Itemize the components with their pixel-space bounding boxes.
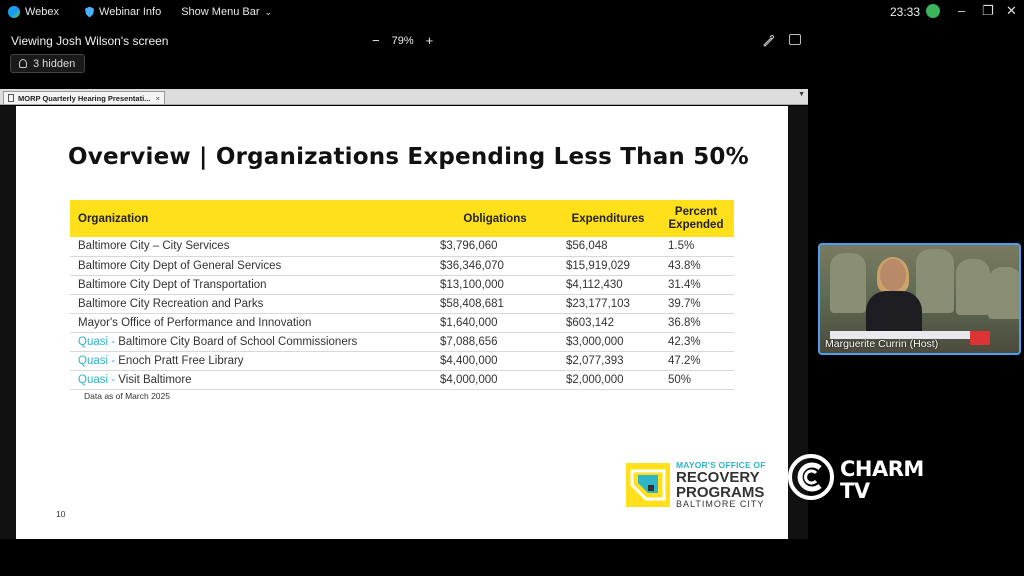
shield-icon xyxy=(85,7,94,18)
webex-app-label[interactable] xyxy=(8,6,59,18)
charm-tv-logo-icon xyxy=(786,452,836,502)
hidden-participants-button[interactable] xyxy=(10,54,85,73)
org-cell xyxy=(70,237,432,256)
annotate-icon[interactable] xyxy=(762,34,774,45)
quasi-prefix: Quasi - xyxy=(78,335,119,348)
logo-line2: RECOVERY xyxy=(676,468,760,486)
quasi-prefix: Quasi - xyxy=(78,354,119,367)
percent-cell: 36.8% xyxy=(658,313,734,332)
obligations-cell: $1,640,000 xyxy=(432,313,558,332)
expenditures-cell: $2,000,000 xyxy=(558,370,658,389)
zoom-level: 79% xyxy=(391,34,414,47)
percent-cell: 39.7% xyxy=(658,294,734,313)
network-status-icon[interactable] xyxy=(926,4,940,18)
expenditures-cell: $3,000,000 xyxy=(558,332,658,351)
participant-name: Marguerite Currin (Host) xyxy=(825,338,939,350)
table-row xyxy=(70,256,734,275)
chevron-down-icon[interactable]: ▼ xyxy=(798,91,805,98)
table-row xyxy=(70,332,734,351)
org-cell xyxy=(70,256,432,275)
minimize-icon[interactable]: – xyxy=(958,3,966,18)
logo-line1: MAYOR'S OFFICE OF xyxy=(676,460,766,470)
document-tab-title: MORP Quarterly Hearing Presentati... xyxy=(18,93,151,103)
obligations-cell: $13,100,000 xyxy=(432,275,558,294)
expenditures-cell: $23,177,103 xyxy=(558,294,658,313)
expenditures-cell: $56,048 xyxy=(558,237,658,256)
org-name: Baltimore City Dept of General Services xyxy=(78,259,282,272)
org-cell xyxy=(70,370,432,389)
webinar-info-label: Webinar Info xyxy=(99,6,162,18)
webex-logo-icon xyxy=(8,6,20,18)
header-percent-expended xyxy=(658,200,734,237)
org-cell xyxy=(70,351,432,370)
zoom-out-button[interactable]: − xyxy=(372,33,380,48)
slide-title: Overview | Organizations Expending Less Than 50% xyxy=(68,144,749,170)
org-cell xyxy=(70,332,432,351)
close-icon[interactable]: ✕ xyxy=(1006,3,1017,18)
morp-logo-icon xyxy=(624,461,672,509)
obligations-cell: $3,796,060 xyxy=(432,237,558,256)
video-chair xyxy=(830,253,866,313)
quasi-prefix: Quasi - xyxy=(78,373,119,386)
org-name: Enoch Pratt Free Library xyxy=(118,354,244,367)
percent-cell: 47.2% xyxy=(658,351,734,370)
participant-figure xyxy=(866,257,922,337)
header-obligations: Obligations xyxy=(432,200,558,237)
table-row xyxy=(70,237,734,256)
logo-line4: BALTIMORE CITY xyxy=(676,498,765,509)
org-cell xyxy=(70,294,432,313)
org-name: Baltimore City Board of School Commissioners xyxy=(118,335,358,348)
restore-icon[interactable]: ❐ xyxy=(982,3,994,18)
participant-head xyxy=(880,259,906,291)
percent-cell: 31.4% xyxy=(658,275,734,294)
zoom-in-button[interactable]: + xyxy=(425,33,434,48)
app-name: Webex xyxy=(25,6,60,18)
charm-tv-watermark xyxy=(840,458,924,502)
video-chair xyxy=(956,259,990,315)
organizations-table xyxy=(70,200,734,390)
top-bar xyxy=(0,0,1024,24)
org-name: Baltimore City Recreation and Parks xyxy=(78,297,264,310)
expenditures-cell: $15,919,029 xyxy=(558,256,658,275)
slide-left-margin xyxy=(0,106,16,539)
table-row xyxy=(70,313,734,332)
logo-line3: PROGRAMS xyxy=(676,483,765,501)
document-tab[interactable] xyxy=(3,91,165,104)
table-row xyxy=(70,275,734,294)
obligations-cell: $36,346,070 xyxy=(432,256,558,275)
percent-cell: 1.5% xyxy=(658,237,734,256)
obligations-cell: $4,400,000 xyxy=(432,351,558,370)
viewing-title: Viewing Josh Wilson's screen xyxy=(11,34,169,48)
table-header-row xyxy=(70,200,734,237)
show-menu-bar-label: Show Menu Bar xyxy=(181,6,260,18)
org-cell xyxy=(70,313,432,332)
zoom-controls xyxy=(372,33,433,48)
header-organization: Organization xyxy=(70,200,432,237)
participant-video-tile[interactable] xyxy=(818,243,1021,355)
header-expenditures: Expenditures xyxy=(558,200,658,237)
hidden-count-label: 3 hidden xyxy=(33,57,76,70)
obligations-cell: $4,000,000 xyxy=(432,370,558,389)
show-menu-bar-button[interactable] xyxy=(181,6,272,18)
percent-cell: 42.3% xyxy=(658,332,734,351)
percent-cell: 43.8% xyxy=(658,256,734,275)
tab-close-icon[interactable]: × xyxy=(155,93,160,103)
org-name: Baltimore City Dept of Transportation xyxy=(78,278,267,291)
data-date-footnote: Data as of March 2025 xyxy=(84,391,170,401)
org-cell xyxy=(70,275,432,294)
org-name: Visit Baltimore xyxy=(118,373,192,386)
table-row xyxy=(70,351,734,370)
org-name: Baltimore City – City Services xyxy=(78,240,230,253)
charm-line2: TV xyxy=(840,479,870,503)
video-chair xyxy=(988,267,1021,319)
document-icon xyxy=(8,94,14,102)
pop-out-icon[interactable] xyxy=(789,34,801,45)
clock: 23:33 xyxy=(890,5,921,19)
expenditures-cell: $603,142 xyxy=(558,313,658,332)
presentation-slide xyxy=(16,106,788,539)
header-percent-line2: Expended xyxy=(668,218,724,231)
org-name: Mayor's Office of Performance and Innovation xyxy=(78,316,312,329)
morp-logo-text xyxy=(676,461,766,509)
webinar-info-button[interactable] xyxy=(85,6,161,18)
chevron-down-icon: ⌄ xyxy=(264,6,273,17)
slide-page-number: 10 xyxy=(56,509,66,519)
table-row xyxy=(70,294,734,313)
table-row xyxy=(70,370,734,389)
video-lower-third-accent xyxy=(970,331,990,345)
obligations-cell: $58,408,681 xyxy=(432,294,558,313)
shared-window-tabbar xyxy=(0,89,808,105)
header-percent-line1: Percent xyxy=(674,205,718,218)
percent-cell: 50% xyxy=(658,370,734,389)
obligations-cell: $7,088,656 xyxy=(432,332,558,351)
charm-line1: CHARM xyxy=(840,457,924,481)
expenditures-cell: $2,077,393 xyxy=(558,351,658,370)
person-icon xyxy=(19,59,27,68)
expenditures-cell: $4,112,430 xyxy=(558,275,658,294)
